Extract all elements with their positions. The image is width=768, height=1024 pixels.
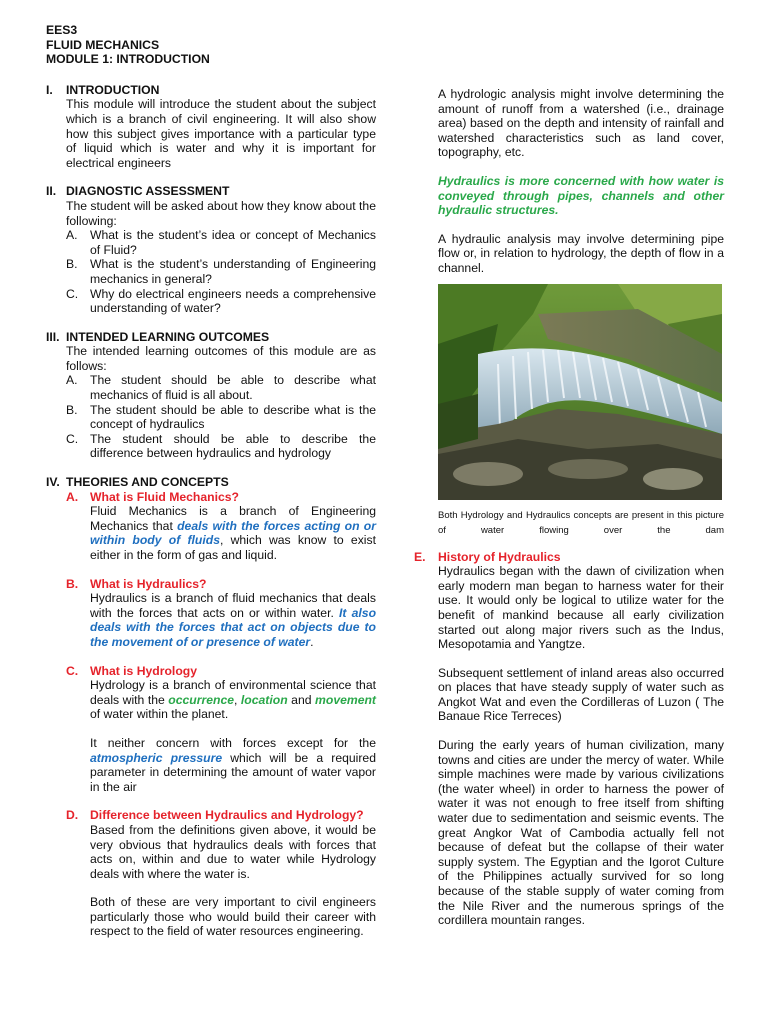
section-outcomes-body: The intended learning outcomes of this module are as follows: — [66, 344, 376, 373]
dam-waterfall-photo — [438, 284, 722, 500]
subsection-history-heading: E. History of Hydraulics — [414, 549, 561, 564]
diagnostic-list — [46, 228, 376, 316]
outcomes-list — [46, 373, 376, 461]
subsection-difference-body: Based from the definitions given above, it would be very obvious that hydraulics deals with forces that acts on, within and due to water while Hydrology deals with where the water is. — [90, 822, 376, 881]
module-title: MODULE 1: INTRODUCTION — [46, 52, 210, 67]
photo-caption: Both Hydrology and Hydraulics concepts are present in this picture of water flowing over the dam — [438, 509, 724, 536]
course-code: EES3 — [46, 23, 78, 37]
list-item: A. The student should be able to describe what mechanics of fluid is all about. — [66, 373, 376, 403]
section-theories-heading: IV. THEORIES AND CONCEPTS — [46, 475, 229, 490]
history-paragraph-1: Hydraulics began with the dawn of civilization when early modern man began to harness water for their use. It would only be logical to utilize water for the benefit of mankind because all early civilization started out along major rivers such as the Indus, Mesopotamia and Yangtze. — [438, 564, 724, 652]
subsection-hydrology-paragraph-2: It neither concern with forces except for the atmospheric pressure which will be a required parameter in determining the amount of water vapor in the air — [90, 735, 376, 794]
subsection-difference-heading: D. Difference between Hydraulics and Hydrology? — [66, 808, 364, 823]
list-item: C. Why do electrical engineers needs a comprehensive understanding of water? — [66, 286, 376, 316]
hydrologic-analysis-paragraph: A hydrologic analysis might involve determining the amount of runoff from a watershed (i.e., drainage area) based on the depth and intensity of rainfall and watershed characteristics such as land cover, topography, etc. — [438, 87, 724, 160]
subsection-fluid-mechanics-heading: A. What is Fluid Mechanics? — [66, 489, 239, 504]
section-introduction-heading: I. INTRODUCTION — [46, 82, 160, 97]
list-item: A. What is the student’s idea or concept of Mechanics of Fluid? — [66, 228, 376, 257]
left-column — [46, 23, 376, 939]
subsection-hydrology-body: Hydrology is a branch of environmental science that deals with the occurrence, location and movement of water within the planet. — [90, 678, 376, 722]
right-column — [414, 87, 724, 928]
section-outcomes-heading: III. INTENDED LEARNING OUTCOMES — [46, 329, 270, 344]
hydraulic-analysis-paragraph: A hydraulic analysis may involve determining pipe flow or, in relation to hydrology, the depth of flow in a channel. — [438, 231, 724, 275]
list-item: B. The student should be able to describe what is the concept of hydraulics — [66, 402, 376, 432]
section-introduction-body: This module will introduce the student about the subject which is a branch of civil engineering. It will also show how this subject gives importance with a particular type of liquid which is water and why it is important for electrical engineers — [66, 97, 376, 170]
section-diagnostic-heading: II. DIAGNOSTIC ASSESSMENT — [46, 184, 230, 199]
history-paragraph-2: Subsequent settlement of inland areas also occurred on places that have steady supply of water such as Angkot Wat and even the Cordilleras of Luzon ( The Banaue Rice Terreces) — [438, 665, 724, 724]
history-paragraph-3: During the early years of human civilization, many towns and cities are under the mercy of water. While simple machines were made by various civilizations (the water wheel) in order to harness the power of water it was not enough to free itself from shifting water due to sedimentation and seismic events. The great Angkor Wat of Cambodia actually fell not because of defeat but the collapse of their water supply system. The Egyptian and the Igorot Culture of the Philippines actually survived for so long because of the stable supply of water coming from the Nile River and the numerous springs of the cordillera mountain ranges. — [438, 738, 724, 928]
section-diagnostic-body: The student will be asked about how they know about the following: — [66, 198, 376, 228]
list-item: C. The student should be able to describe the difference between hydraulics and hydrology — [66, 431, 376, 461]
subsection-hydrology-heading: C. What is Hydrology — [66, 663, 197, 678]
list-item: B. What is the student’s understanding of Engineering mechanics in general? — [66, 257, 376, 286]
subsection-difference-paragraph-2: Both of these are very important to civil engineers particularly those who would build their career with respect to the field of water resources engineering. — [90, 895, 376, 939]
hydraulics-highlight: Hydraulics is more concerned with how water is conveyed through pipes, channels and other hydraulic structures. — [438, 173, 724, 218]
subsection-fluid-mechanics-body: Fluid Mechanics is a branch of Engineering Mechanics that deals with the forces acting on or within body of fluids, which was know to exist either in the form of gas and liquid. — [90, 504, 376, 562]
subsection-hydraulics-body: Hydraulics is a branch of fluid mechanics that deals with the forces that acts on or within water. It also deals with the forces that act on objects due to the movement of or presence of water. — [90, 591, 377, 649]
subsection-hydraulics-heading: B. What is Hydraulics? — [66, 576, 207, 591]
course-title: FLUID MECHANICS — [46, 37, 160, 52]
